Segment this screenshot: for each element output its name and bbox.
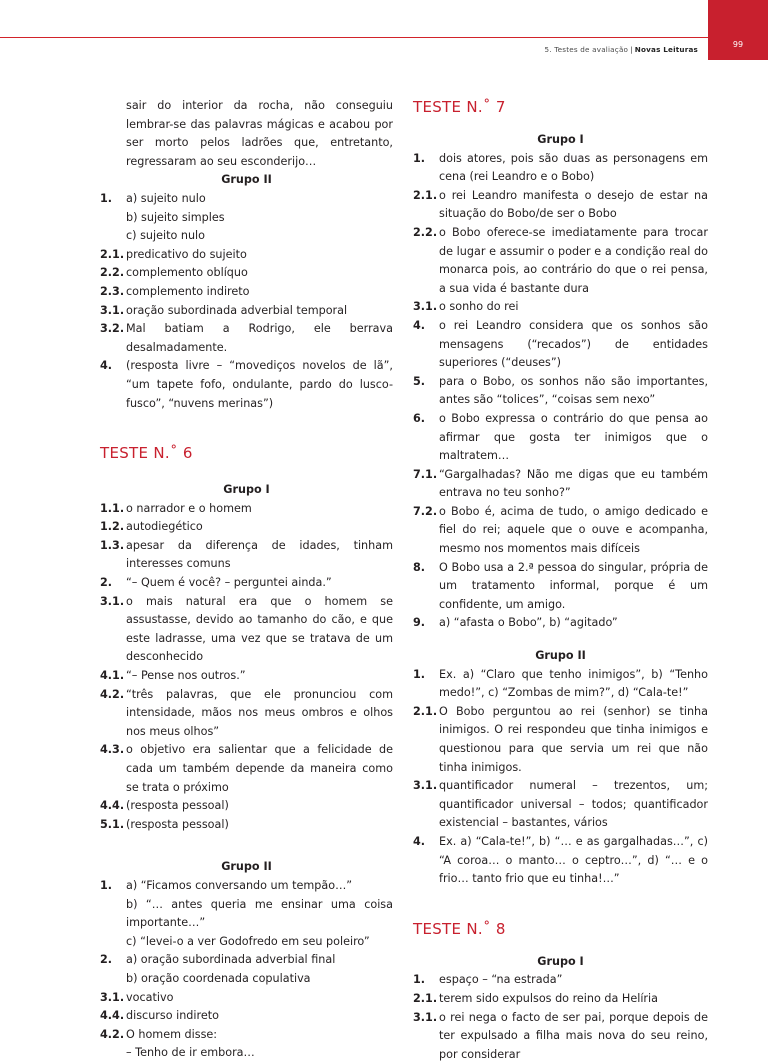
answer-item [100,357,393,413]
answer-item [100,209,393,228]
answer-text: o rei Leandro manifesta o desejo de estar na situação do Bobo/de ser o Bobo [439,188,708,221]
answer-text: “Gargalhadas? Não me digas que eu também entrava no teu sonho?” [439,467,708,500]
answer-number: 4. [413,834,426,848]
answer-number: 1. [413,973,426,987]
answer-text: o narrador e o homem [126,501,252,515]
answer-item [413,317,708,373]
answer-number: 2.2. [100,266,125,280]
answer-item [413,187,708,224]
answer-number: 3.1. [100,594,125,608]
answer-number: 4.2. [100,687,125,701]
answer-number: 3.1. [100,990,125,1004]
answer-text: O Bobo perguntou ao rei (senhor) se tinha inimigos. O rei respondeu que tinha inimigos e questionou para que servia um rei que não tinha inimigos. [439,704,708,774]
answer-text: (resposta pessoal) [126,799,229,813]
answer-item [413,503,708,559]
answer-text: “– Pense nos outros.” [126,669,246,683]
answer-item [413,614,708,633]
answer-number: 2.1. [413,991,438,1005]
answer-list [413,666,708,889]
answer-text: o Bobo expressa o contrário do que pensa ao afirmar que gosta ter inimigos que o maltratem… [439,411,708,463]
answer-text: (resposta livre – “movediços novelos de lã”, “um tapete fofo, ondulante, pardo do lusco-fusco”, “nuvens merinas”) [126,359,393,410]
answer-item [100,896,393,933]
answer-item [100,574,393,593]
answer-text: a) “Ficamos conversando um tempão…” [126,878,353,892]
answer-number [100,933,126,952]
answer-number [100,1044,126,1063]
answer-item [413,466,708,503]
test-heading: TESTE N.˚ 6 [100,444,193,463]
answer-item [100,593,393,667]
answer-number: 5.1. [100,817,125,831]
answer-number: 6. [413,411,426,425]
answer-text: (resposta pessoal) [126,817,229,831]
answer-text: espaço – “na estrada” [439,973,563,987]
answer-number: 4.3. [100,743,125,757]
answer-number: 4. [100,359,113,373]
answer-text: b) “… antes queria me ensinar uma coisa importante…” [126,897,393,930]
answer-number: 2.1. [100,247,125,261]
answer-item [413,833,708,889]
answer-item [100,797,393,816]
answer-item [100,320,393,357]
answer-item [413,971,708,990]
answer-item [100,877,393,896]
test-heading: TESTE N.˚ 8 [413,919,506,938]
answer-text: Ex. a) “Claro que tenho inimigos”, b) “Tenho medo!”, c) “Zombas de mim?”, d) “Cala-te!” [439,667,708,700]
answer-number: 2. [100,953,113,967]
answer-text: O Bobo usa a 2.ª pessoa do singular, própria de um tratamento informal, porque é um confidente, um amigo. [439,560,708,611]
group-heading: Grupo I [537,954,584,968]
answer-item [413,150,708,187]
answer-text: c) “levei-o a ver Godofredo em seu poleiro” [126,934,370,948]
answer-text: apesar da diferença de idades, tinham interesses comuns [126,538,393,571]
answer-number: 2. [100,576,113,590]
answer-item [413,777,708,833]
answer-item [413,224,708,298]
answer-number: 2.1. [413,704,438,718]
answer-text: predicativo do sujeito [126,247,247,261]
answer-text: a) oração subordinada adverbial final [126,953,336,967]
answer-text: b) oração coordenada copulativa [126,971,311,985]
answer-item [100,1026,393,1045]
answer-number: 3.1. [413,1010,438,1024]
answer-item [100,667,393,686]
answer-number [100,970,126,989]
answer-list [100,877,393,1063]
running-head: 5. Testes de avaliação | Novas Leituras [544,45,698,54]
intro-paragraph: sair do interior da rocha, não conseguiu lembrar-se das palavras mágicas e acabou por ser morto pelos ladrões que, entretanto, regressaram ao seu esconderijo… [126,99,393,168]
answer-item [413,373,708,410]
answer-text: Ex. a) “Cala-te!”, b) “… e as gargalhadas…”, c) “A coroa… o manto… o ceptro…”, d) “… e o frio… tanto frio que eu tinha!…” [439,834,708,886]
answer-number [100,227,126,246]
answer-number: 3.1. [413,779,438,793]
answer-number: 1. [413,151,426,165]
answer-number: 8. [413,560,426,574]
answer-text: O homem disse: [126,1027,218,1041]
answer-text: a) sujeito nulo [126,191,206,205]
answer-number: 2.3. [100,284,125,298]
answer-item [100,302,393,321]
answer-list [100,500,393,835]
answer-item [100,264,393,283]
answer-number: 9. [413,616,426,630]
answer-text: o Bobo oferece-se imediatamente para trocar de lugar e assumir o poder e a condição real do monarca pois, ao contrário do que o rei pensa, a sua vida é bastante dura [439,225,708,295]
group-heading: Grupo II [535,649,586,663]
group-heading: Grupo II [221,173,272,187]
answer-list [413,150,708,633]
answer-number: 2.2. [413,225,438,239]
answer-text: o mais natural era que o homem se assustasse, devido ao tamanho do cão, e que este ladrasse, uma vez que se tratava de um desconhecido [126,594,393,664]
answer-number: 1. [100,191,113,205]
answer-text: oração subordinada adverbial temporal [126,303,348,317]
answer-text: Mal batiam a Rodrigo, ele berrava desalmadamente. [126,322,393,354]
answer-number: 1. [413,667,426,681]
answer-number: 1.3. [100,538,125,552]
answer-number: 2.1. [413,188,438,202]
answer-item [100,500,393,519]
group-heading: Grupo II [221,860,272,874]
answer-text: complemento indireto [126,284,250,298]
answer-number [100,209,126,228]
answer-text: dois atores, pois são duas as personagens em cena (rei Leandro e o Bobo) [439,151,708,184]
answer-item [100,686,393,742]
answer-text: para o Bobo, os sonhos não são importantes, antes são “tolices”, “coisas sem nexo” [439,374,708,407]
answer-item [413,703,708,777]
answer-number: 7.1. [413,467,438,481]
answer-item [413,666,708,703]
answer-number [100,896,126,933]
group-heading: Grupo I [223,483,270,497]
answer-text: c) sujeito nulo [126,229,206,243]
answer-item [100,741,393,797]
left-column [100,97,393,1063]
answer-text: o sonho do rei [439,300,519,314]
answer-text: o rei nega o facto de ser pai, porque depois de ter expulsado a filha mais nova do seu reino, por considerar [439,1010,708,1061]
answer-number: 4.4. [100,799,125,813]
answer-list [413,971,708,1064]
answer-number: 1.1. [100,501,125,515]
answer-number: 4.2. [100,1027,125,1041]
answer-number: 1.2. [100,520,125,534]
answer-text: vocativo [126,990,174,1004]
answer-number: 3.1. [413,300,438,314]
answer-number: 4.1. [100,669,125,683]
header-rule [0,37,768,38]
page-number: 99 [732,40,744,49]
answer-number: 5. [413,374,426,388]
answer-text: o Bobo é, acima de tudo, o amigo dedicado e fiel do rei; aquele que o ouve e acompanha, mesmo nos momentos mais difíceis [439,504,708,556]
answer-item [100,537,393,574]
answer-text: complemento oblíquo [126,266,248,280]
answer-item [100,989,393,1008]
answer-item [413,1009,708,1064]
answer-text: discurso indireto [126,1009,219,1023]
answer-item [100,1007,393,1026]
answer-number: 3.2. [100,322,125,336]
answer-item [100,933,393,952]
page-number-box [708,0,768,60]
answer-text: “– Quem é você? – perguntei ainda.” [126,576,332,590]
answer-text: o objetivo era salientar que a felicidade de cada um também depende da maneira como se trata o próximo [126,743,393,794]
test-heading: TESTE N.˚ 7 [413,98,506,116]
answer-number: 1. [100,878,113,892]
answer-item [100,970,393,989]
answer-text: – Tenho de ir embora… [126,1046,255,1060]
answer-text: “três palavras, que ele pronunciou com intensidade, mãos nos meus ombros e olhos nos meus olhos” [126,687,393,738]
answer-number: 7.2. [413,504,438,518]
answer-item [413,298,708,317]
answer-number: 4. [413,318,426,332]
answer-item [100,1044,393,1063]
answer-list [100,190,393,413]
answer-text: terem sido expulsos do reino da Helíria [439,991,658,1005]
answer-item [100,227,393,246]
answer-number: 4.4. [100,1009,125,1023]
answer-item [413,559,708,615]
answer-item [100,816,393,835]
answer-item [100,518,393,537]
answer-number: 3.1. [100,303,125,317]
answer-text: o rei Leandro considera que os sonhos são mensagens (“recados”) de entidades superiores (“deuses”) [439,318,708,370]
right-column [413,97,708,1064]
running-head-section: 5. Testes de avaliação [544,45,629,54]
answer-item [100,246,393,265]
answer-text: a) “afasta o Bobo”, b) “agitado” [439,616,618,630]
answer-item [100,951,393,970]
answer-item [413,410,708,466]
answer-text: autodiegético [126,520,203,534]
group-heading: Grupo I [537,133,584,146]
answer-text: quantificador numeral – trezentos, um; quantificador universal – todos; quantificador existencial – bastantes, vários [439,779,708,830]
answer-item [100,190,393,209]
running-head-title: Novas Leituras [634,45,698,54]
answer-item [100,283,393,302]
answer-text: b) sujeito simples [126,210,225,224]
answer-item [413,990,708,1009]
